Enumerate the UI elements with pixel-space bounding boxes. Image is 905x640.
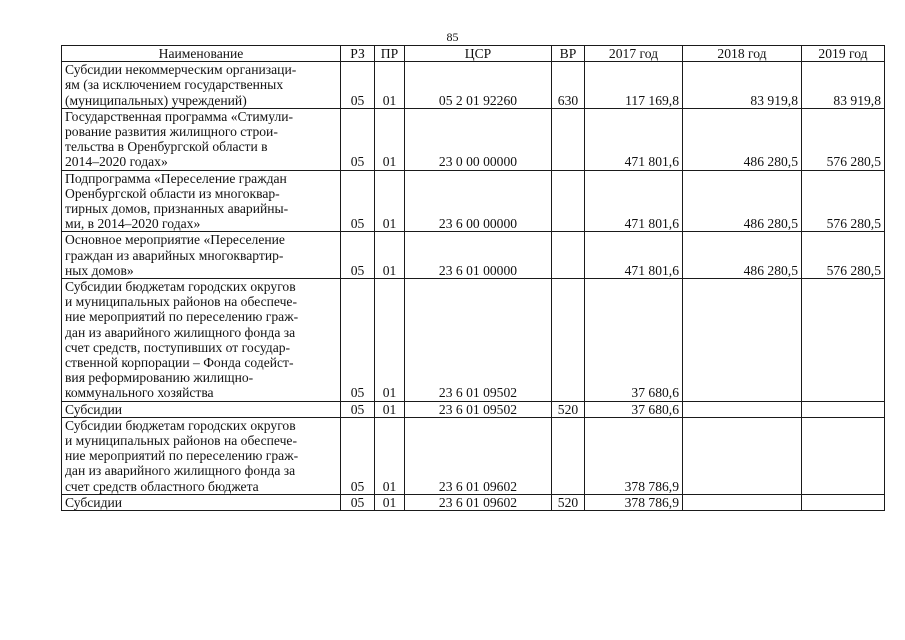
row-2018 (683, 401, 802, 417)
budget-table (61, 45, 885, 511)
row-pr: 01 (375, 494, 405, 510)
row-pr: 01 (375, 232, 405, 279)
row-vr (552, 108, 585, 170)
row-name: Субсидии бюджетам городских округов и муниципальных районов на обеспече- ние мероприятий по переселению граж- дан из аварийного жилищного фонда за счет средств областного бюджета (62, 417, 341, 494)
row-name: Субсидии (62, 401, 341, 417)
row-pr: 01 (375, 279, 405, 402)
table-row (62, 62, 885, 109)
row-vr (552, 417, 585, 494)
row-csr: 23 6 01 09602 (405, 494, 552, 510)
row-rz: 05 (341, 279, 375, 402)
row-2019 (802, 401, 885, 417)
row-2018: 486 280,5 (683, 232, 802, 279)
row-csr: 23 6 01 00000 (405, 232, 552, 279)
row-2019: 576 280,5 (802, 232, 885, 279)
row-2019 (802, 417, 885, 494)
col-header-csr: ЦСР (405, 46, 552, 62)
table-row (62, 170, 885, 232)
row-2017: 117 169,8 (585, 62, 683, 109)
row-2019: 576 280,5 (802, 170, 885, 232)
row-2017: 378 786,9 (585, 417, 683, 494)
header-row (62, 46, 885, 62)
row-2017: 471 801,6 (585, 232, 683, 279)
row-name: Субсидии некоммерческим организаци- ям (за исключением государственных (муниципальных) учреждений) (62, 62, 341, 109)
row-rz: 05 (341, 170, 375, 232)
row-name: Основное мероприятие «Переселение граждан из аварийных многоквартир- ных домов» (62, 232, 341, 279)
table-row (62, 279, 885, 402)
row-vr (552, 279, 585, 402)
col-header-pr: ПР (375, 46, 405, 62)
row-2019 (802, 279, 885, 402)
col-header-2019: 2019 год (802, 46, 885, 62)
col-header-name: Наименование (62, 46, 341, 62)
row-2017: 471 801,6 (585, 170, 683, 232)
row-name: Субсидии (62, 494, 341, 510)
row-2019: 83 919,8 (802, 62, 885, 109)
row-pr: 01 (375, 170, 405, 232)
row-2018: 486 280,5 (683, 170, 802, 232)
row-rz: 05 (341, 62, 375, 109)
row-pr: 01 (375, 401, 405, 417)
col-header-2017: 2017 год (585, 46, 683, 62)
row-2018 (683, 279, 802, 402)
row-2017: 471 801,6 (585, 108, 683, 170)
row-rz: 05 (341, 108, 375, 170)
row-2018: 486 280,5 (683, 108, 802, 170)
row-2018 (683, 494, 802, 510)
row-2017: 37 680,6 (585, 279, 683, 402)
row-pr: 01 (375, 108, 405, 170)
table-row (62, 401, 885, 417)
row-vr: 520 (552, 401, 585, 417)
table-row (62, 417, 885, 494)
col-header-vr: ВР (552, 46, 585, 62)
row-vr: 630 (552, 62, 585, 109)
row-rz: 05 (341, 417, 375, 494)
col-header-rz: РЗ (341, 46, 375, 62)
table-row (62, 232, 885, 279)
row-pr: 01 (375, 62, 405, 109)
row-pr: 01 (375, 417, 405, 494)
row-name: Подпрограмма «Переселение граждан Оренбургской области из многоквар- тирных домов, признанных аварийны- ми, в 2014–2020 годах» (62, 170, 341, 232)
row-2018 (683, 417, 802, 494)
row-csr: 23 6 01 09502 (405, 401, 552, 417)
row-2017: 37 680,6 (585, 401, 683, 417)
row-vr: 520 (552, 494, 585, 510)
table-row (62, 494, 885, 510)
row-vr (552, 170, 585, 232)
row-csr: 23 6 01 09602 (405, 417, 552, 494)
row-name: Субсидии бюджетам городских округов и муниципальных районов на обеспече- ние мероприятий по переселению граж- дан из аварийного жилищного фонда за счет средств, поступивших от государ- ственной корпорации – Фонда содейст- вия реформированию жилищно- коммунального хозяйства (62, 279, 341, 402)
table-row (62, 108, 885, 170)
row-2018: 83 919,8 (683, 62, 802, 109)
row-csr: 23 6 01 09502 (405, 279, 552, 402)
row-rz: 05 (341, 401, 375, 417)
row-csr: 05 2 01 92260 (405, 62, 552, 109)
row-rz: 05 (341, 232, 375, 279)
row-rz: 05 (341, 494, 375, 510)
row-2017: 378 786,9 (585, 494, 683, 510)
row-csr: 23 6 00 00000 (405, 170, 552, 232)
row-csr: 23 0 00 00000 (405, 108, 552, 170)
row-vr (552, 232, 585, 279)
row-name: Государственная программа «Стимули- рование развития жилищного строи- тельства в Оренбургской области в 2014–2020 годах» (62, 108, 341, 170)
col-header-2018: 2018 год (683, 46, 802, 62)
row-2019 (802, 494, 885, 510)
page-number: 85 (446, 30, 459, 44)
row-2019: 576 280,5 (802, 108, 885, 170)
